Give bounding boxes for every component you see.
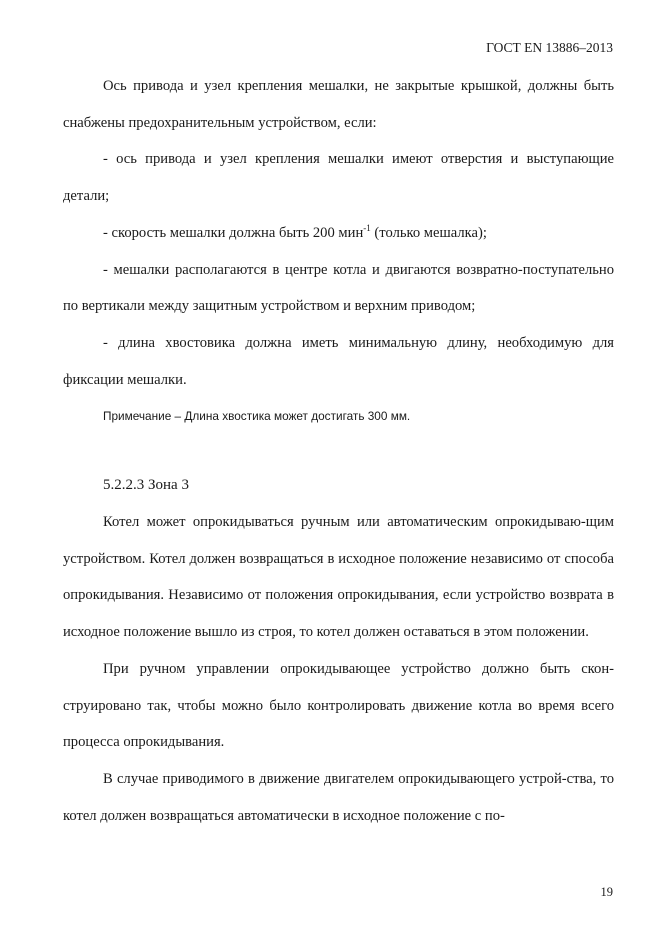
speed-exponent: -1 [363,222,371,233]
standard-header: ГОСТ EN 13886–2013 [486,40,613,55]
paragraph-manual-control: При ручном управлении опрокидывающее устройство должно быть скон-струировано так, чтобы можно было контролировать движение котла во время всего процесса опрокидывания. [63,660,614,751]
body-text [63,68,614,834]
paragraph-tilting-device: Котел может опрокидываться ручным или автоматическим опрокидываю-щим устройством. Котел должен возвращаться в исходное положение независимо от способа опрокидывания. Независимо от положения опрокидывания, если устройство возврата в исходное положение вышло из строя, то котел должен оставаться в этом положении. [63,514,614,641]
paragraph-motor-driven: В случае приводимого в движение двигателем опрокидывающего устрой-ства, то котел должен возвращаться автоматически в исходное положение с по- [63,770,614,824]
paragraph-shank-length: - длина хвостовика должна иметь минимальную длину, необходимую для фиксации мешалки. [63,334,614,388]
speed-text-tail: (только мешалка); [370,224,487,241]
speed-text: - скорость мешалки должна быть 200 мин [103,224,364,241]
section-gap [63,434,614,467]
paragraph-center-position: - мешалки располагаются в центре котла и двигаются возвратно-поступательно по вертикали между защитным устройством и верхним приводом; [63,261,614,315]
page-number: 19 [600,885,613,899]
note-text: Примечание – Длина хвостика может достигать 300 мм. [103,409,411,424]
paragraph-openings: - ось привода и узел крепления мешалки имеют отверстия и выступающие детали; [63,151,614,205]
paragraph-speed [63,215,614,252]
section-heading: 5.2.2.3 Зона 3 [103,477,189,494]
paragraph-guard-requirement: Ось привода и узел крепления мешалки, не закрытые крышкой, должны быть снабжены предохранительным устройством, если: [63,78,614,131]
